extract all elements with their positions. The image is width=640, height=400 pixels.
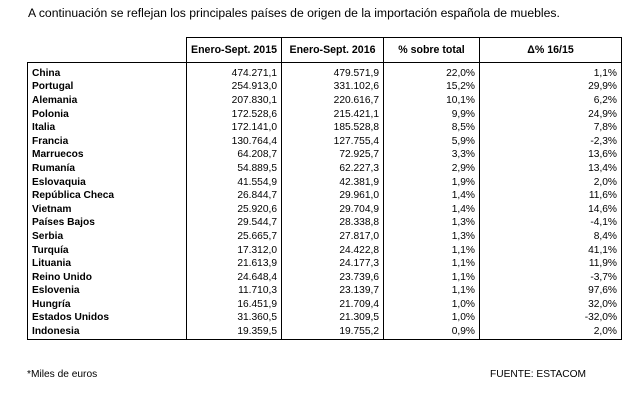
pct-total-cell: 3,3% [384, 149, 480, 163]
value-2015-cell: 19.359,5 [187, 325, 282, 339]
value-2016-cell: 42.381,9 [282, 176, 384, 190]
table-row [28, 135, 622, 149]
value-2016-cell: 29.704,9 [282, 203, 384, 217]
pct-total-cell: 1,1% [384, 271, 480, 285]
country-cell: Turquía [28, 244, 187, 258]
country-cell: Vietnam [28, 203, 187, 217]
country-cell: Italia [28, 121, 187, 135]
table-row [28, 257, 622, 271]
value-2016-cell: 215.421,1 [282, 108, 384, 122]
country-cell: Eslovenia [28, 285, 187, 299]
country-cell: Marruecos [28, 149, 187, 163]
table-row [28, 189, 622, 203]
pct-total-cell: 1,0% [384, 298, 480, 312]
value-2016-cell: 220.616,7 [282, 94, 384, 108]
table-row [28, 285, 622, 299]
header-country [28, 38, 187, 63]
delta-cell: -4,1% [480, 217, 622, 231]
pct-total-cell: 1,4% [384, 203, 480, 217]
delta-cell: 13,6% [480, 149, 622, 163]
delta-cell: 41,1% [480, 244, 622, 258]
value-2016-cell: 24.422,8 [282, 244, 384, 258]
source-label: FUENTE: ESTACOM [490, 369, 587, 380]
table-row [28, 81, 622, 95]
value-2015-cell: 24.648,4 [187, 271, 282, 285]
table-row [28, 271, 622, 285]
table-header-row [28, 38, 622, 63]
imports-table [27, 37, 622, 340]
pct-total-cell: 1,1% [384, 244, 480, 258]
delta-cell: 24,9% [480, 108, 622, 122]
pct-total-cell: 15,2% [384, 81, 480, 95]
delta-cell: 29,9% [480, 81, 622, 95]
value-2015-cell: 54.889,5 [187, 162, 282, 176]
delta-cell: 6,2% [480, 94, 622, 108]
header-2016: Enero-Sept. 2016 [282, 38, 384, 63]
value-2015-cell: 474.271,1 [187, 63, 282, 81]
pct-total-cell: 1,9% [384, 176, 480, 190]
delta-cell: 14,6% [480, 203, 622, 217]
country-cell: China [28, 63, 187, 81]
delta-cell: 32,0% [480, 298, 622, 312]
country-cell: Serbia [28, 230, 187, 244]
header-pct-total: % sobre total [384, 38, 480, 63]
value-2015-cell: 172.528,6 [187, 108, 282, 122]
country-cell: República Checa [28, 189, 187, 203]
value-2016-cell: 185.528,8 [282, 121, 384, 135]
footnote: *Miles de euros [27, 369, 98, 380]
pct-total-cell: 1,3% [384, 217, 480, 231]
value-2016-cell: 28.338,8 [282, 217, 384, 231]
pct-total-cell: 1,1% [384, 285, 480, 299]
table-row [28, 298, 622, 312]
delta-cell: 1,1% [480, 63, 622, 81]
value-2015-cell: 172.141,0 [187, 121, 282, 135]
value-2015-cell: 26.844,7 [187, 189, 282, 203]
value-2015-cell: 21.613,9 [187, 257, 282, 271]
delta-cell: -3,7% [480, 271, 622, 285]
value-2015-cell: 207.830,1 [187, 94, 282, 108]
table-row [28, 176, 622, 190]
value-2015-cell: 41.554,9 [187, 176, 282, 190]
value-2016-cell: 24.177,3 [282, 257, 384, 271]
table-row [28, 162, 622, 176]
table-row [28, 63, 622, 81]
table-row [28, 244, 622, 258]
value-2015-cell: 25.665,7 [187, 230, 282, 244]
table-row [28, 149, 622, 163]
country-cell: Estados Unidos [28, 312, 187, 326]
country-cell: Portugal [28, 81, 187, 95]
pct-total-cell: 9,9% [384, 108, 480, 122]
table-row [28, 121, 622, 135]
value-2015-cell: 29.544,7 [187, 217, 282, 231]
country-cell: Francia [28, 135, 187, 149]
value-2015-cell: 130.764,4 [187, 135, 282, 149]
value-2016-cell: 29.961,0 [282, 189, 384, 203]
table-row [28, 230, 622, 244]
delta-cell: 8,4% [480, 230, 622, 244]
value-2015-cell: 254.913,0 [187, 81, 282, 95]
country-cell: Eslovaquia [28, 176, 187, 190]
country-cell: Hungría [28, 298, 187, 312]
delta-cell: 11,6% [480, 189, 622, 203]
table-body [28, 63, 622, 340]
country-cell: Lituania [28, 257, 187, 271]
value-2016-cell: 72.925,7 [282, 149, 384, 163]
value-2015-cell: 16.451,9 [187, 298, 282, 312]
pct-total-cell: 2,9% [384, 162, 480, 176]
pct-total-cell: 1,0% [384, 312, 480, 326]
header-2015: Enero-Sept. 2015 [187, 38, 282, 63]
country-cell: Indonesia [28, 325, 187, 339]
table-row [28, 312, 622, 326]
value-2015-cell: 31.360,5 [187, 312, 282, 326]
value-2016-cell: 331.102,6 [282, 81, 384, 95]
imports-table-wrapper [27, 37, 621, 340]
delta-cell: -2,3% [480, 135, 622, 149]
pct-total-cell: 0,9% [384, 325, 480, 339]
table-row [28, 325, 622, 339]
value-2016-cell: 127.755,4 [282, 135, 384, 149]
country-cell: Alemania [28, 94, 187, 108]
delta-cell: 13,4% [480, 162, 622, 176]
intro-text: A continuación se reflejan los principales países de origen de la importación española de muebles. [28, 6, 560, 20]
table-row [28, 108, 622, 122]
delta-cell: 7,8% [480, 121, 622, 135]
value-2016-cell: 62.227,3 [282, 162, 384, 176]
value-2015-cell: 25.920,6 [187, 203, 282, 217]
pct-total-cell: 1,1% [384, 257, 480, 271]
value-2016-cell: 23.739,6 [282, 271, 384, 285]
value-2016-cell: 21.309,5 [282, 312, 384, 326]
country-cell: Rumanía [28, 162, 187, 176]
delta-cell: 2,0% [480, 325, 622, 339]
table-row [28, 94, 622, 108]
delta-cell: -32,0% [480, 312, 622, 326]
country-cell: Países Bajos [28, 217, 187, 231]
value-2015-cell: 64.208,7 [187, 149, 282, 163]
table-row [28, 203, 622, 217]
value-2016-cell: 27.817,0 [282, 230, 384, 244]
value-2016-cell: 479.571,9 [282, 63, 384, 81]
country-cell: Reino Unido [28, 271, 187, 285]
delta-cell: 97,6% [480, 285, 622, 299]
pct-total-cell: 5,9% [384, 135, 480, 149]
header-delta: Δ% 16/15 [480, 38, 622, 63]
delta-cell: 11,9% [480, 257, 622, 271]
pct-total-cell: 8,5% [384, 121, 480, 135]
table-row [28, 217, 622, 231]
value-2016-cell: 19.755,2 [282, 325, 384, 339]
pct-total-cell: 10,1% [384, 94, 480, 108]
pct-total-cell: 1,3% [384, 230, 480, 244]
pct-total-cell: 22,0% [384, 63, 480, 81]
country-cell: Polonia [28, 108, 187, 122]
delta-cell: 2,0% [480, 176, 622, 190]
value-2016-cell: 21.709,4 [282, 298, 384, 312]
pct-total-cell: 1,4% [384, 189, 480, 203]
value-2015-cell: 11.710,3 [187, 285, 282, 299]
value-2016-cell: 23.139,7 [282, 285, 384, 299]
value-2015-cell: 17.312,0 [187, 244, 282, 258]
